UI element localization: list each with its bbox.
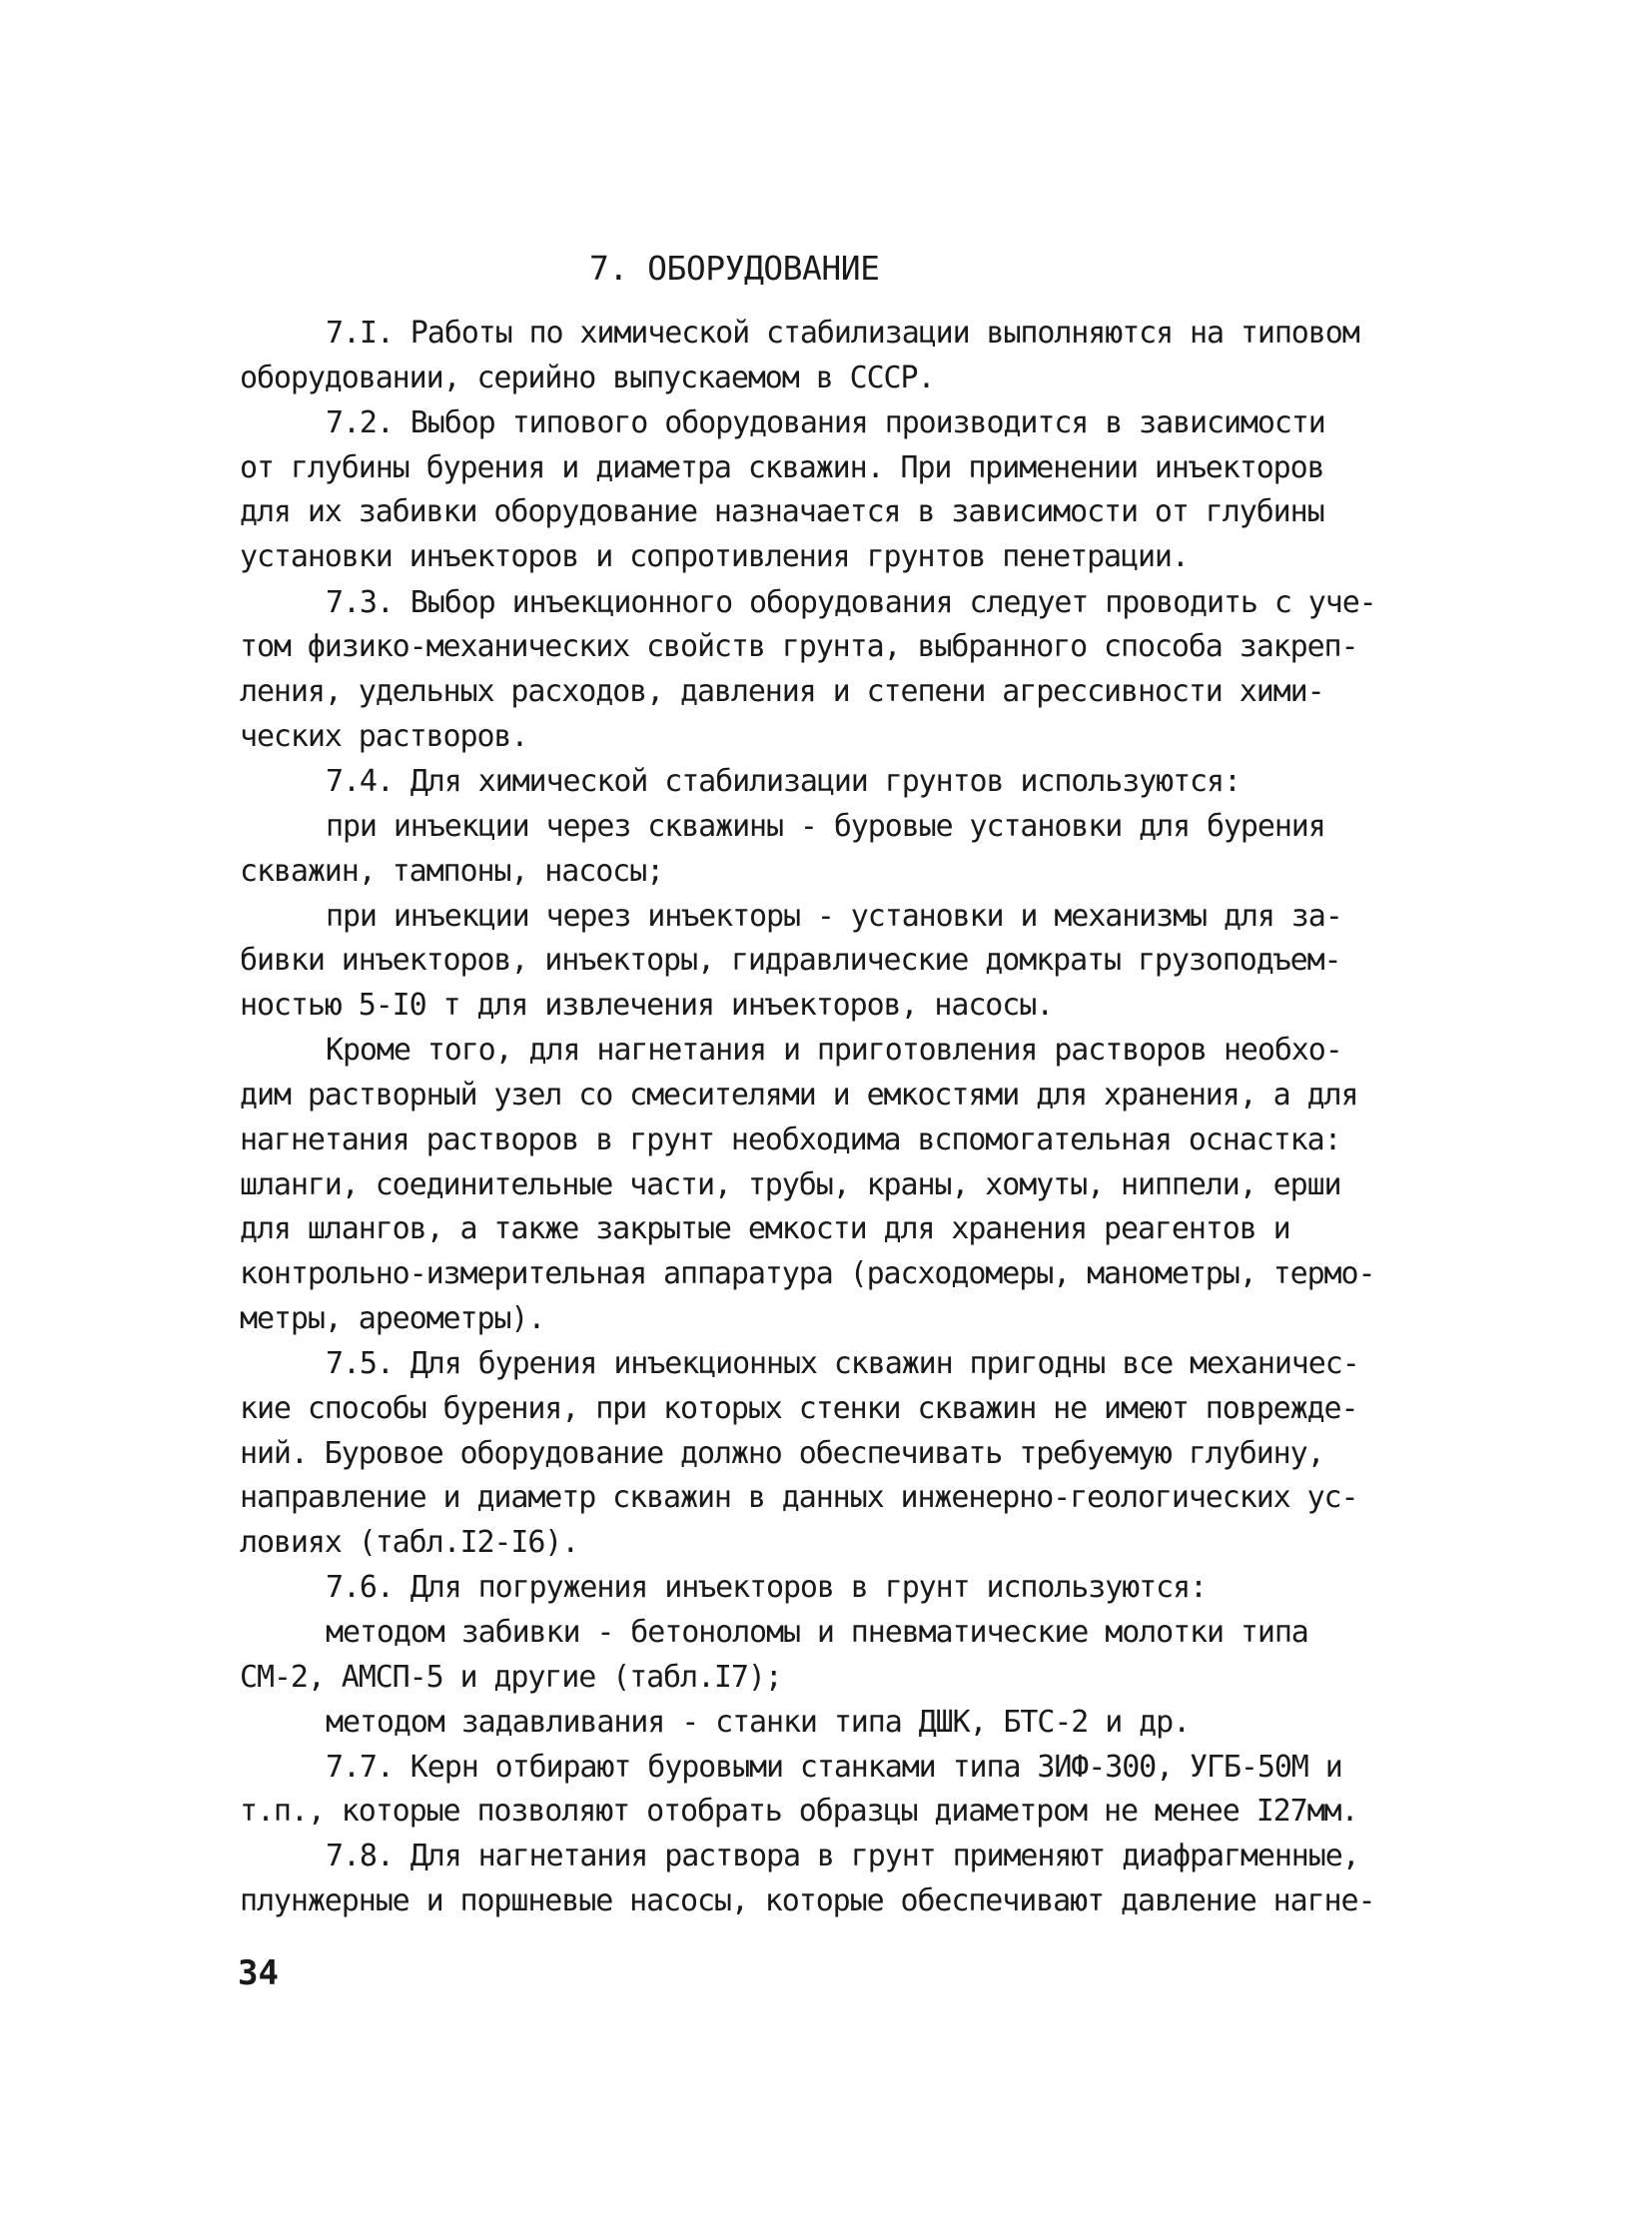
text-line: дим растворный узел со смесителями и емкостями для хранения, а для [240,1078,1358,1113]
text-line: оборудовании, серийно выпускаемом в СССР. [240,361,935,395]
text-line: 7.8. Для нагнетания раствора в грунт применяют диафрагменные, [326,1839,1359,1873]
text-line: нагнетания растворов в грунт необходима вспомогательная оснастка: [240,1122,1341,1157]
text-line: СМ-2, АМСП-5 и другие (табл.I7); [240,1660,782,1695]
text-line: при инъекции через инъекторы - установки и механизмы для за- [326,899,1342,934]
text-line: шланги, соединительные части, трубы, краны, хомуты, ниппели, ерши [240,1167,1341,1202]
text-line: 7.7. Керн отбирают буровыми станками типа ЗИФ-300, УГБ-50М и [326,1750,1342,1785]
text-line: бивки инъекторов, инъекторы, гидравлические домкраты грузоподъем- [240,943,1341,978]
text-line: т.п., которые позволяют отобрать образцы диаметром не менее I27мм. [240,1794,1358,1829]
text-line: 7.6. Для погружения инъекторов в грунт используются: [326,1570,1207,1605]
page-number: 34 [238,1953,279,1993]
text-line: ловиях (табл.I2-I6). [240,1525,579,1560]
text-line: 7.4. Для химической стабилизации грунтов используются: [326,764,1240,799]
text-line: для шлангов, а также закрытые емкости для хранения реагентов и [240,1211,1290,1246]
text-line: плунжерные и поршневые насосы, которые обеспечивают давление нагне- [240,1883,1375,1918]
text-line: 7.I. Работы по химической стабилизации выполняются на типовом [326,316,1359,351]
text-line: методом забивки - бетоноломы и пневматические молотки типа [326,1615,1308,1650]
text-line: направление и диаметр скважин в данных инженерно-геологических ус- [240,1480,1358,1515]
text-line: от глубины бурения и диаметра скважин. При применении инъекторов [240,450,1324,485]
text-line: Кроме того, для нагнетания и приготовления растворов необхо- [326,1033,1342,1068]
text-line: при инъекции через скважины - буровые установки для бурения [326,809,1325,844]
text-line: ления, удельных расходов, давления и степени агрессивности хими- [240,674,1324,709]
text-line: ческих растворов. [240,719,528,754]
text-line: контрольно-измерительная аппаратура (расходомеры, манометры, термо- [240,1256,1375,1291]
text-line: том физико-механических свойств грунта, выбранного способа закреп- [240,629,1358,664]
text-line: установки инъекторов и сопротивления грунтов пенетрации. [240,539,1189,574]
text-line: ностью 5-I0 т для извлечения инъекторов, насосы. [240,988,1054,1023]
text-line: 7.2. Выбор типового оборудования производится в зависимости [326,405,1325,440]
text-line: 7.3. Выбор инъекционного оборудования следует проводить с уче- [326,585,1376,620]
text-line: метры, ареометры). [240,1301,545,1336]
text-line: для их забивки оборудование назначается в зависимости от глубины [240,494,1324,529]
section-heading: 7. ОБОРУДОВАНИЕ [589,249,880,288]
text-line: 7.5. Для бурения инъекционных скважин пригодны все механичес- [326,1346,1359,1381]
text-line: методом задавливания - станки типа ДШК, БТС-2 и др. [326,1705,1191,1740]
text-line: ний. Буровое оборудование должно обеспечивать требуемую глубину, [240,1436,1324,1471]
text-line: кие способы бурения, при которых стенки скважин не имеют поврежде- [240,1391,1358,1426]
text-line: скважин, тампоны, насосы; [240,854,664,889]
